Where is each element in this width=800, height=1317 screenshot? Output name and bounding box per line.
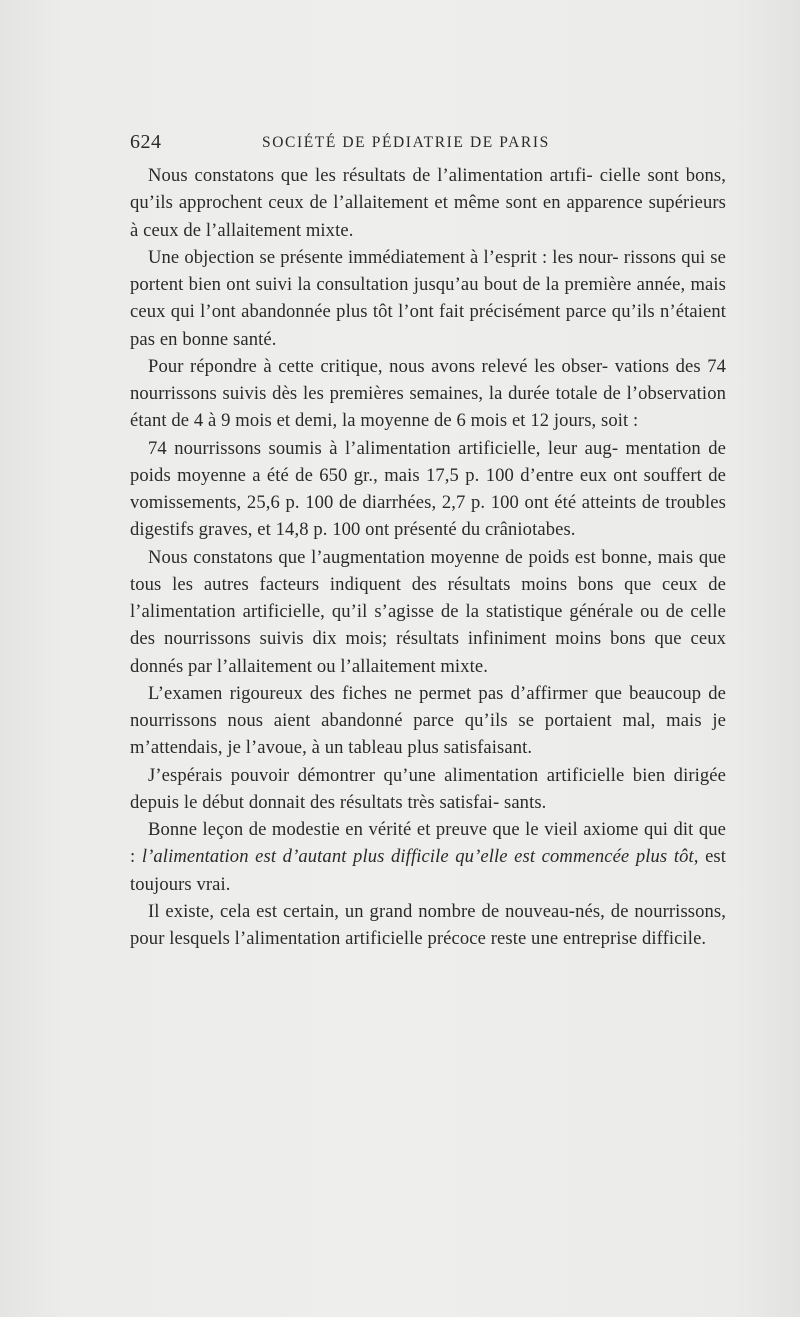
paragraph-2: Une objection se présente immédiatement à l’esprit : les nour- rissons qui se portent bien ont suivi la consultation jusqu’au bout de la première année, mais ceux qui l’ont abandonnée plus tôt l’ont fait précisément parce qu’ils n’étaient pas en bonne santé. [130,246,726,350]
paragraph-7: J’espérais pouvoir démontrer qu’une alimentation artificielle bien dirigée depuis le début donnait des résultats très satisfai- sants. [130,764,726,813]
page-number: 624 [130,131,162,153]
paragraph-8-text-after: est toujours vrai. [130,846,727,895]
paragraph-1: Nous constatons que les résultats de l’alimentation artıfi- cielle sont bons, qu’ils approchent ceux de l’allaitement et même sont en apparence supérieurs à ceux de l’allaitement mixte. [130,165,726,241]
page-header [130,130,726,154]
paragraph-8 [130,816,726,898]
paragraph-3: Pour répondre à cette critique, nous avons relevé les obser- vations des 74 nourrissons suivis dès les premières semaines, la durée totale de l’observation étant de 4 à 9 mois et demi, la moyenne de 6 mois et 12 jours, soit : [130,355,726,432]
paragraph-5: Nous constatons que l’augmentation moyenne de poids est bonne, mais que tous les autres facteurs indiquent des résultats moins bons que ceux de l’alimentation artificielle, qu’il s’agisse de la statistique générale ou de celle des nourrissons suivis dix mois; résultats infiniment moins bons que ceux donnés par l’allaitement ou l’allaitement mixte. [130,546,726,677]
paragraph-8-text-before: Bonne leçon de modestie en vérité et preuve que le vieil axiome qui dit que : [130,819,726,868]
paragraph-6: L’examen rigoureux des fiches ne permet pas d’affirmer que beaucoup de nourrissons nous aient abandonné parce qu’ils se portaient mal, mais je m’attendais, je l’avoue, à un tableau plus satisfaisant. [130,682,726,759]
paragraph-8-italic-quote: l’alimentation est d’autant plus difficile qu’elle est commencée plus tôt, [141,846,699,868]
body-text [130,162,726,952]
paragraph-9: Il existe, cela est certain, un grand nombre de nouveau-nés, de nourrissons, pour lesquels l’alimentation artificielle précoce reste une entreprise difficile. [130,900,726,949]
paragraph-4: 74 nourrissons soumis à l’alimentation artificielle, leur aug- mentation de poids moyenne a été de 650 gr., mais 17,5 p. 100 d’entre eux ont souffert de vomissements, 25,6 p. 100 de diarrhées, 2,7 p. 100 ont été atteints de troubles digestifs graves, et 14,8 p. 100 ont présenté du crâniotabes. [130,437,726,541]
running-title: SOCIÉTÉ DE PÉDIATRIE DE PARIS [262,134,550,151]
